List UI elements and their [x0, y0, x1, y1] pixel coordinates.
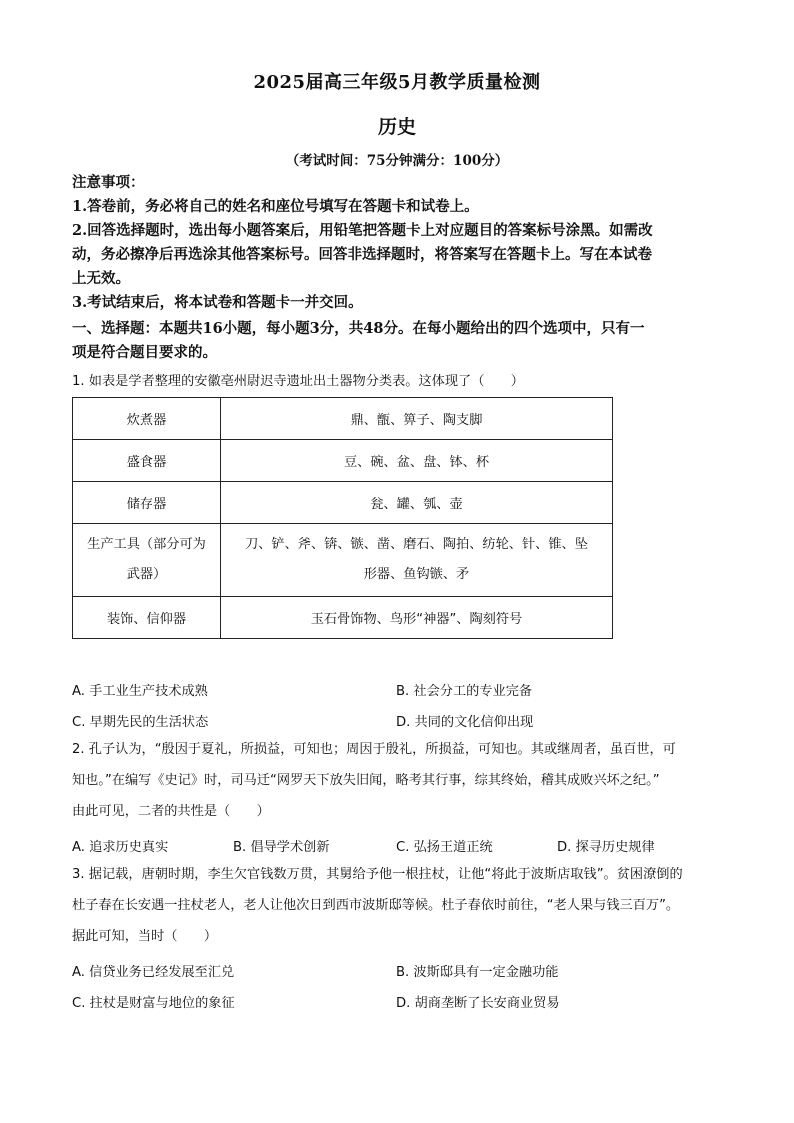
q2-stem-line-2: 知也。”在编写《史记》时，司马迁“网罗天下放失旧闻，略考其行事，综其终始，稽其成败兴坏之纪。”	[72, 773, 660, 788]
subject-title: 历史	[377, 116, 416, 138]
table-cell-items: 玉石骨饰物、鸟形“神器”、陶刻符号	[221, 597, 613, 639]
q2-option-d: D. 探寻历史规律	[557, 840, 655, 855]
category-line-1: 生产工具（部分可为	[87, 537, 206, 552]
category-line-2: 武器）	[126, 567, 167, 582]
table-row	[73, 482, 613, 524]
table-cell-items: 瓮、罐、瓠、壶	[221, 482, 613, 524]
q2-stem-line-1: 2. 孔子认为，“殷因于夏礼，所损益，可知也；周因于殷礼，所损益，可知也。其或继周者，虽百世，可	[72, 742, 676, 757]
table-row	[73, 524, 613, 597]
q2-stem-line-3: 由此可见，二者的共性是（ ）	[72, 804, 270, 819]
q3-option-c: C. 拄杖是财富与地位的象征	[72, 996, 235, 1011]
q1-option-a: A. 手工业生产技术成熟	[72, 684, 208, 699]
notice-item-2-line-1: 2.回答选择题时，选出每小题答案后，用铅笔把答题卡上对应题目的答案标号涂黑。如需改	[72, 222, 653, 239]
q3-stem-line-2: 杜子春在长安遇一拄杖老人，老人让他次日到西市波斯邸等候。杜子春依时前往，“老人果与钱三百万”。	[72, 898, 680, 913]
q3-stem-line-3: 据此可知，当时（ ）	[72, 929, 218, 944]
table-cell-category: 储存器	[73, 482, 221, 524]
section-heading-line-2: 项是符合题目要求的。	[72, 344, 217, 361]
notice-item-2-line-2: 动，务必擦净后再选涂其他答案标号。回答非选择题时，将答案写在答题卡上。写在本试卷	[72, 246, 652, 263]
notice-item-2-line-3: 上无效。	[72, 270, 130, 287]
q1-option-d: D. 共同的文化信仰出现	[396, 715, 534, 730]
table-row	[73, 597, 613, 639]
q3-option-a: A. 信贷业务已经发展至汇兑	[72, 965, 235, 980]
section-heading-line-1: 一、选择题：本题共16小题，每小题3分，共48分。在每小题给出的四个选项中，只有一	[72, 320, 645, 337]
q3-option-b: B. 波斯邸具有一定金融功能	[396, 965, 559, 980]
table-row	[73, 398, 613, 440]
exam-title: 2025届高三年级5月教学质量检测	[253, 72, 541, 93]
exam-info: （考试时间：75分钟满分：100分）	[285, 153, 509, 169]
items-line-1: 刀、铲、斧、锛、镞、凿、磨石、陶拍、纺轮、针、锥、坠	[245, 537, 588, 552]
notice-heading: 注意事项：	[72, 174, 145, 191]
q1-option-b: B. 社会分工的专业完备	[396, 684, 533, 699]
artifact-table	[72, 397, 613, 639]
q2-option-c: C. 弘扬王道正统	[396, 840, 493, 855]
items-line-2: 形器、鱼钩镞、矛	[363, 567, 470, 582]
table-cell-category: 装饰、信仰器	[73, 597, 221, 639]
q1-stem: 1. 如表是学者整理的安徽亳州尉迟寺遗址出土器物分类表。这体现了（ ）	[72, 374, 524, 389]
table-cell-items: 鼎、甑、箅子、陶支脚	[221, 398, 613, 440]
table-row	[73, 440, 613, 482]
table-cell-category	[73, 524, 221, 597]
q2-option-a: A. 追求历史真实	[72, 840, 169, 855]
table-cell-category: 炊煮器	[73, 398, 221, 440]
q1-option-c: C. 早期先民的生活状态	[72, 715, 209, 730]
q3-option-d: D. 胡商垄断了长安商业贸易	[396, 996, 560, 1011]
notice-item-3: 3.考试结束后，将本试卷和答题卡一并交回。	[72, 294, 363, 311]
table-cell-items: 豆、碗、盆、盘、钵、杯	[221, 440, 613, 482]
notice-item-1: 1.答卷前，务必将自己的姓名和座位号填写在答题卡和试卷上。	[72, 198, 479, 215]
table-cell-category: 盛食器	[73, 440, 221, 482]
table-cell-items	[221, 524, 613, 597]
q2-option-b: B. 倡导学术创新	[233, 840, 330, 855]
q3-stem-line-1: 3. 据记载，唐朝时期，李生欠官钱数万贯，其舅给予他一根拄杖，让他“将此于波斯店取钱”。贫困潦倒的	[72, 867, 683, 882]
